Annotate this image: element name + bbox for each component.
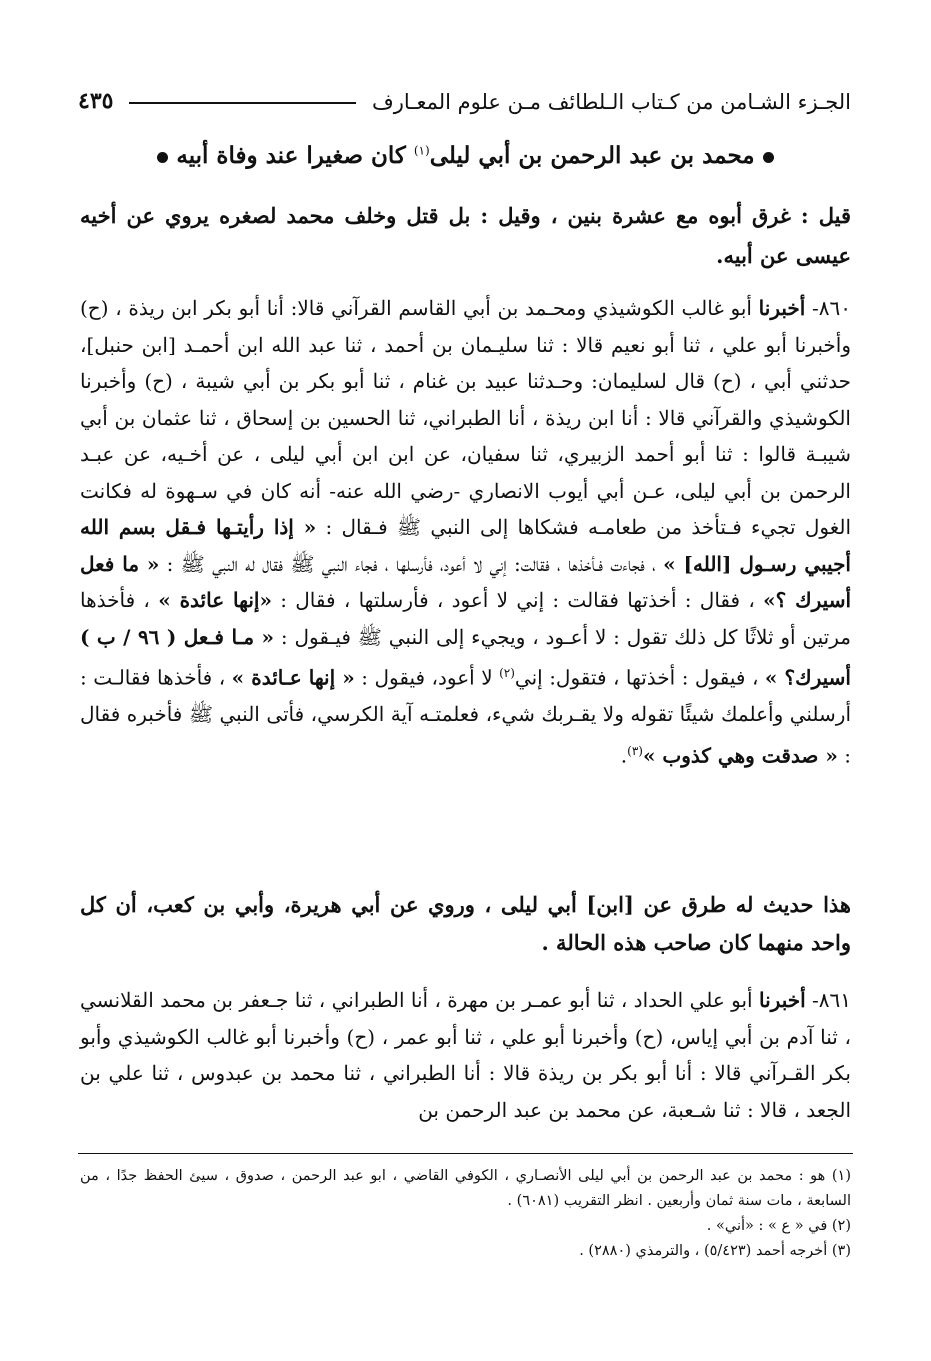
hadith-861-paragraph (80, 982, 851, 1128)
hadith-text: أبو غالب الكوشيذي ومحـمد بن أبي القاسم القرآني قالا: أنا أبو بكر ابن ريذة ، (ح) وأخبرنا أبو علي ، ثنا أبو نعيم قالا : ثنا سليـمان بن أحمد ، ثنا عبد الله ابن أحمـد [ابن حنبل]، حدثني أبي ، (ح) قال لسليمان: وحـدثنا عبيد بن غنام ، ثنا أبو بكر بن أبي شيبة ، (ح) وأخبرنا الكوشيذي والقرآني قالا : أنا ابن ريذة ، أنا الطبراني، ثنا الحسين بن إسحاق ، ثنا عثمان بن أبي شيبـة قالوا : ثنا أبو أحمد الزبيري، ثنا سفيان، عن ابن ابن أبي ليلى ، عن أخـيه، عن عبـد الرحمن بن أبي ليلى، عـن أبي أيوب الانصاري -رضي الله عنه- أنه كان في سـهوة له فكانت الغول تجيء فـتأخذ من طعامـه فشكاها إلى النبي ﷺ فـقال : (80, 296, 852, 539)
hadith-text: ، فيقول : أخذتها ، فتقول: إني (514, 665, 759, 690)
footnotes (80, 1164, 851, 1264)
page-number: ٤٣٥ (78, 88, 114, 114)
bullet-icon (157, 152, 168, 163)
footnote-divider (78, 1153, 853, 1154)
footnote-2: (٢) في « ع » : «أني» . (706, 1218, 851, 1234)
hadith-text: أبو علي الحداد ، ثنا أبو عمـر بن مهرة ، أنا الطبراني ، ثنا جـعفر بن محمد القلانسي ، ثنا آدم بن أبي إياس، (ح) وأخبرنا أبو علي ، ثنا أبو عمر ، (ح) وأخبرنا أبو غالب الكوشيذي وأبو بكر القـرآني قالا : أنا أبو بكر بن ريذة قالا : أنا الطبراني ، ثنا محمد بن عبدوس ، ثنا علي بن الجعد ، قالا : ثنا شـعبة، عن محمد بن عبد الرحمن بن (80, 988, 851, 1122)
prophetic-quote: «إنها عائدة » (158, 588, 272, 612)
commentary-paragraph: هذا حديث له طرق عن [ابن] أبي ليلى ، وروي عن أبي هريرة، وأبي بن كعب، أن كل واحد منهما كان صاحب هذه الحالة . (80, 892, 851, 955)
chapter-title-rest: كان صغيرا عند وفاة أبيه (176, 142, 406, 169)
hadith-end: . (620, 743, 628, 768)
hadith-text: ، فأخذها مرتين أو ثلاثًا كل ذلك تقول : لا أعـود ، ويجيء إلى النبي ﷺ فيـقول : (80, 588, 851, 649)
running-header (78, 78, 851, 118)
hadith-860-paragraph (80, 290, 851, 774)
hadith-text: لا أعود، فيقول : (361, 665, 493, 690)
hadith-number: ٨٦٠- (812, 296, 851, 320)
footnote-ref-2: (٢) (499, 666, 515, 680)
header-rule (129, 102, 356, 104)
hadith-lead: أخبرنا (758, 296, 806, 320)
prophetic-quote: « إنها عـائدة » (231, 665, 355, 690)
hadith-text: ، فأخذها فقالـت : أرسلني وأعلمك شيئًا تقوله ولا يقـربك شيء، فعلمتـه آية الكرسي، فأتى النبي ﷺ فأخبره فقال : (80, 665, 852, 768)
footnote-3: (٣) أخرجه أحمد (٥/٤٢٣) ، والترمذي (٢٨٨٠) . (579, 1243, 851, 1259)
chapter-heading (80, 142, 851, 169)
footnote-ref-1: (١) (413, 143, 430, 158)
footnote-1: (١) هو : محمد بن عبد الرحمن بن أبي ليلى الأنصـاري ، الكوفي القاضي ، ابو عبد الرحمن ، صدوق ، سيئ الحفظ جدًا ، من السابعة ، مات سنة ثمان وأربعين . انظر التقريب (٦٠٨١) . (80, 1168, 851, 1209)
intro-paragraph: قيل : غرق أبوه مع عشرة بنين ، وقيل : بل قتل وخلف محمد لصغره يروي عن أخيه عيسى عن أبيه. (80, 203, 851, 268)
prophetic-quote: « مـا فـعل ( ٩٦ / ب ) أسيرك؟ » (80, 624, 851, 690)
prophetic-quote: « صدقت وهي كذوب » (642, 743, 838, 768)
bullet-icon (763, 152, 774, 163)
prophetic-quote: « ما فعل أسيرك ؟» (80, 551, 852, 612)
footnote-ref-3: (٣) (627, 743, 643, 758)
book-title: الجـزء الشـامن من كـتاب الـلطائف مـن علوم المعـارف (371, 90, 851, 114)
chapter-title: محمد بن عبد الرحمن بن أبي ليلى (429, 142, 755, 169)
hadith-number: ٨٦١- (812, 988, 852, 1012)
hadith-lead: أخبرنا (759, 988, 806, 1012)
prophetic-quote: « إذا رأيتـها فـقل بسم الله أجيبي رسـول [الله] » (80, 515, 851, 576)
hadith-text: ، فجاءت فـأخذها ، فقالت: إني لا أعود، فأرسلها ، فجاء النبي ﷺ فقال له النبي ﷺ : (166, 551, 656, 576)
hadith-text: ، فقال : أخذتها فقالت : إني لا أعود ، فأرسلتها ، فقال : (280, 588, 755, 612)
